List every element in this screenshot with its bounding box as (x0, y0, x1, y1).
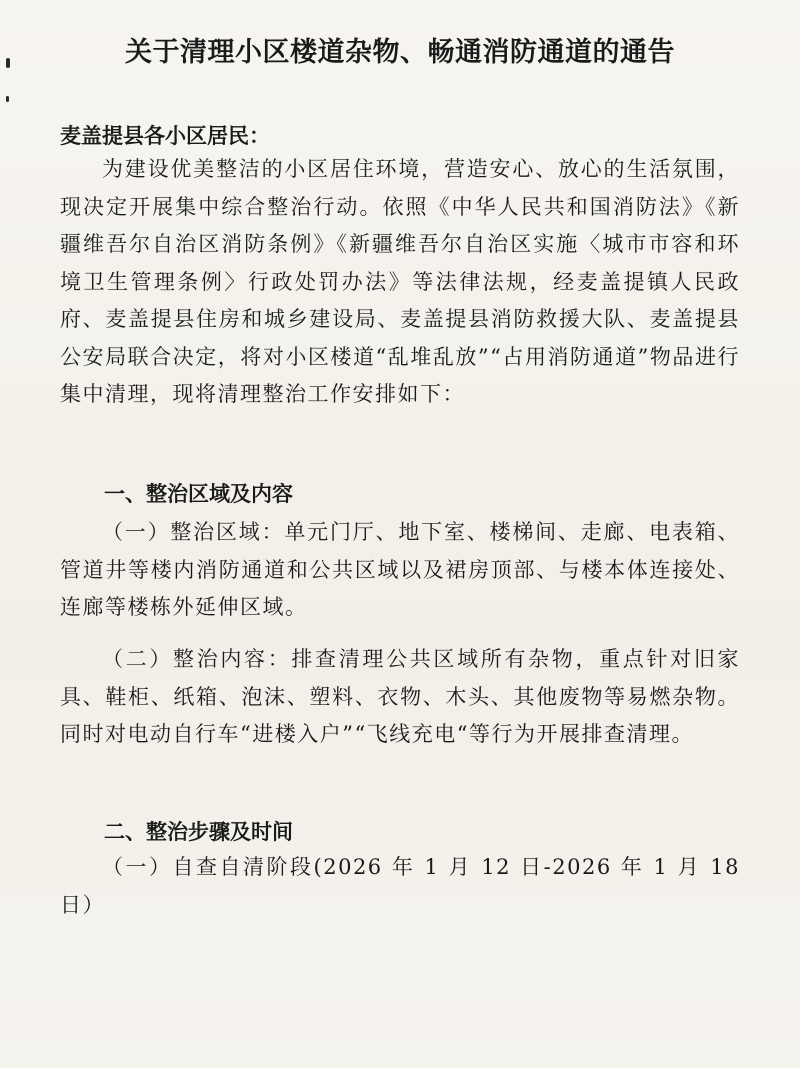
notice-title: 关于清理小区楼道杂物、畅通消防通道的通告 (125, 37, 675, 68)
section-1-item-1: （一）整治区域：单元门厅、地下室、楼梯间、走廊、电表箱、管道井等楼内消防通道和公共区域以及裙房顶部、与楼本体连接处、连廊等楼栋外延伸区域。 (60, 520, 740, 619)
scan-edge-mark (6, 96, 9, 102)
section-2-heading: 二、整治步骤及时间 (104, 819, 293, 844)
greeting: 麦盖提县各小区居民： (60, 123, 270, 148)
section-2-item-1: （一）自查自清阶段(2026 年 1 月 12 日-2026 年 1 月 18 日） (60, 855, 740, 917)
section-1-heading: 一、整治区域及内容 (104, 481, 293, 506)
intro-paragraph: 为建设优美整洁的小区居住环境，营造安心、放心的生活氛围，现决定开展集中综合整治行动。依照《中华人民共和国消防法》《新疆维吾尔自治区消防条例》《新疆维吾尔自治区实施〈城市市容和环境卫生管理条例〉行政处罚办法》等法律法规，经麦盖提镇人民政府、麦盖提县住房和城乡建设局、麦盖提县消防救援大队、麦盖提县公安局联合决定，将对小区楼道“乱堆乱放”“占用消防通道”物品进行集中清理，现将清理整治工作安排如下： (60, 157, 740, 406)
section-1-item-2: （二）整治内容：排查清理公共区域所有杂物，重点针对旧家具、鞋柜、纸箱、泡沫、塑料、衣物、木头、其他废物等易燃杂物。同时对电动自行车“进楼入户”“飞线充电“等行为开展排查清理。 (60, 647, 740, 746)
